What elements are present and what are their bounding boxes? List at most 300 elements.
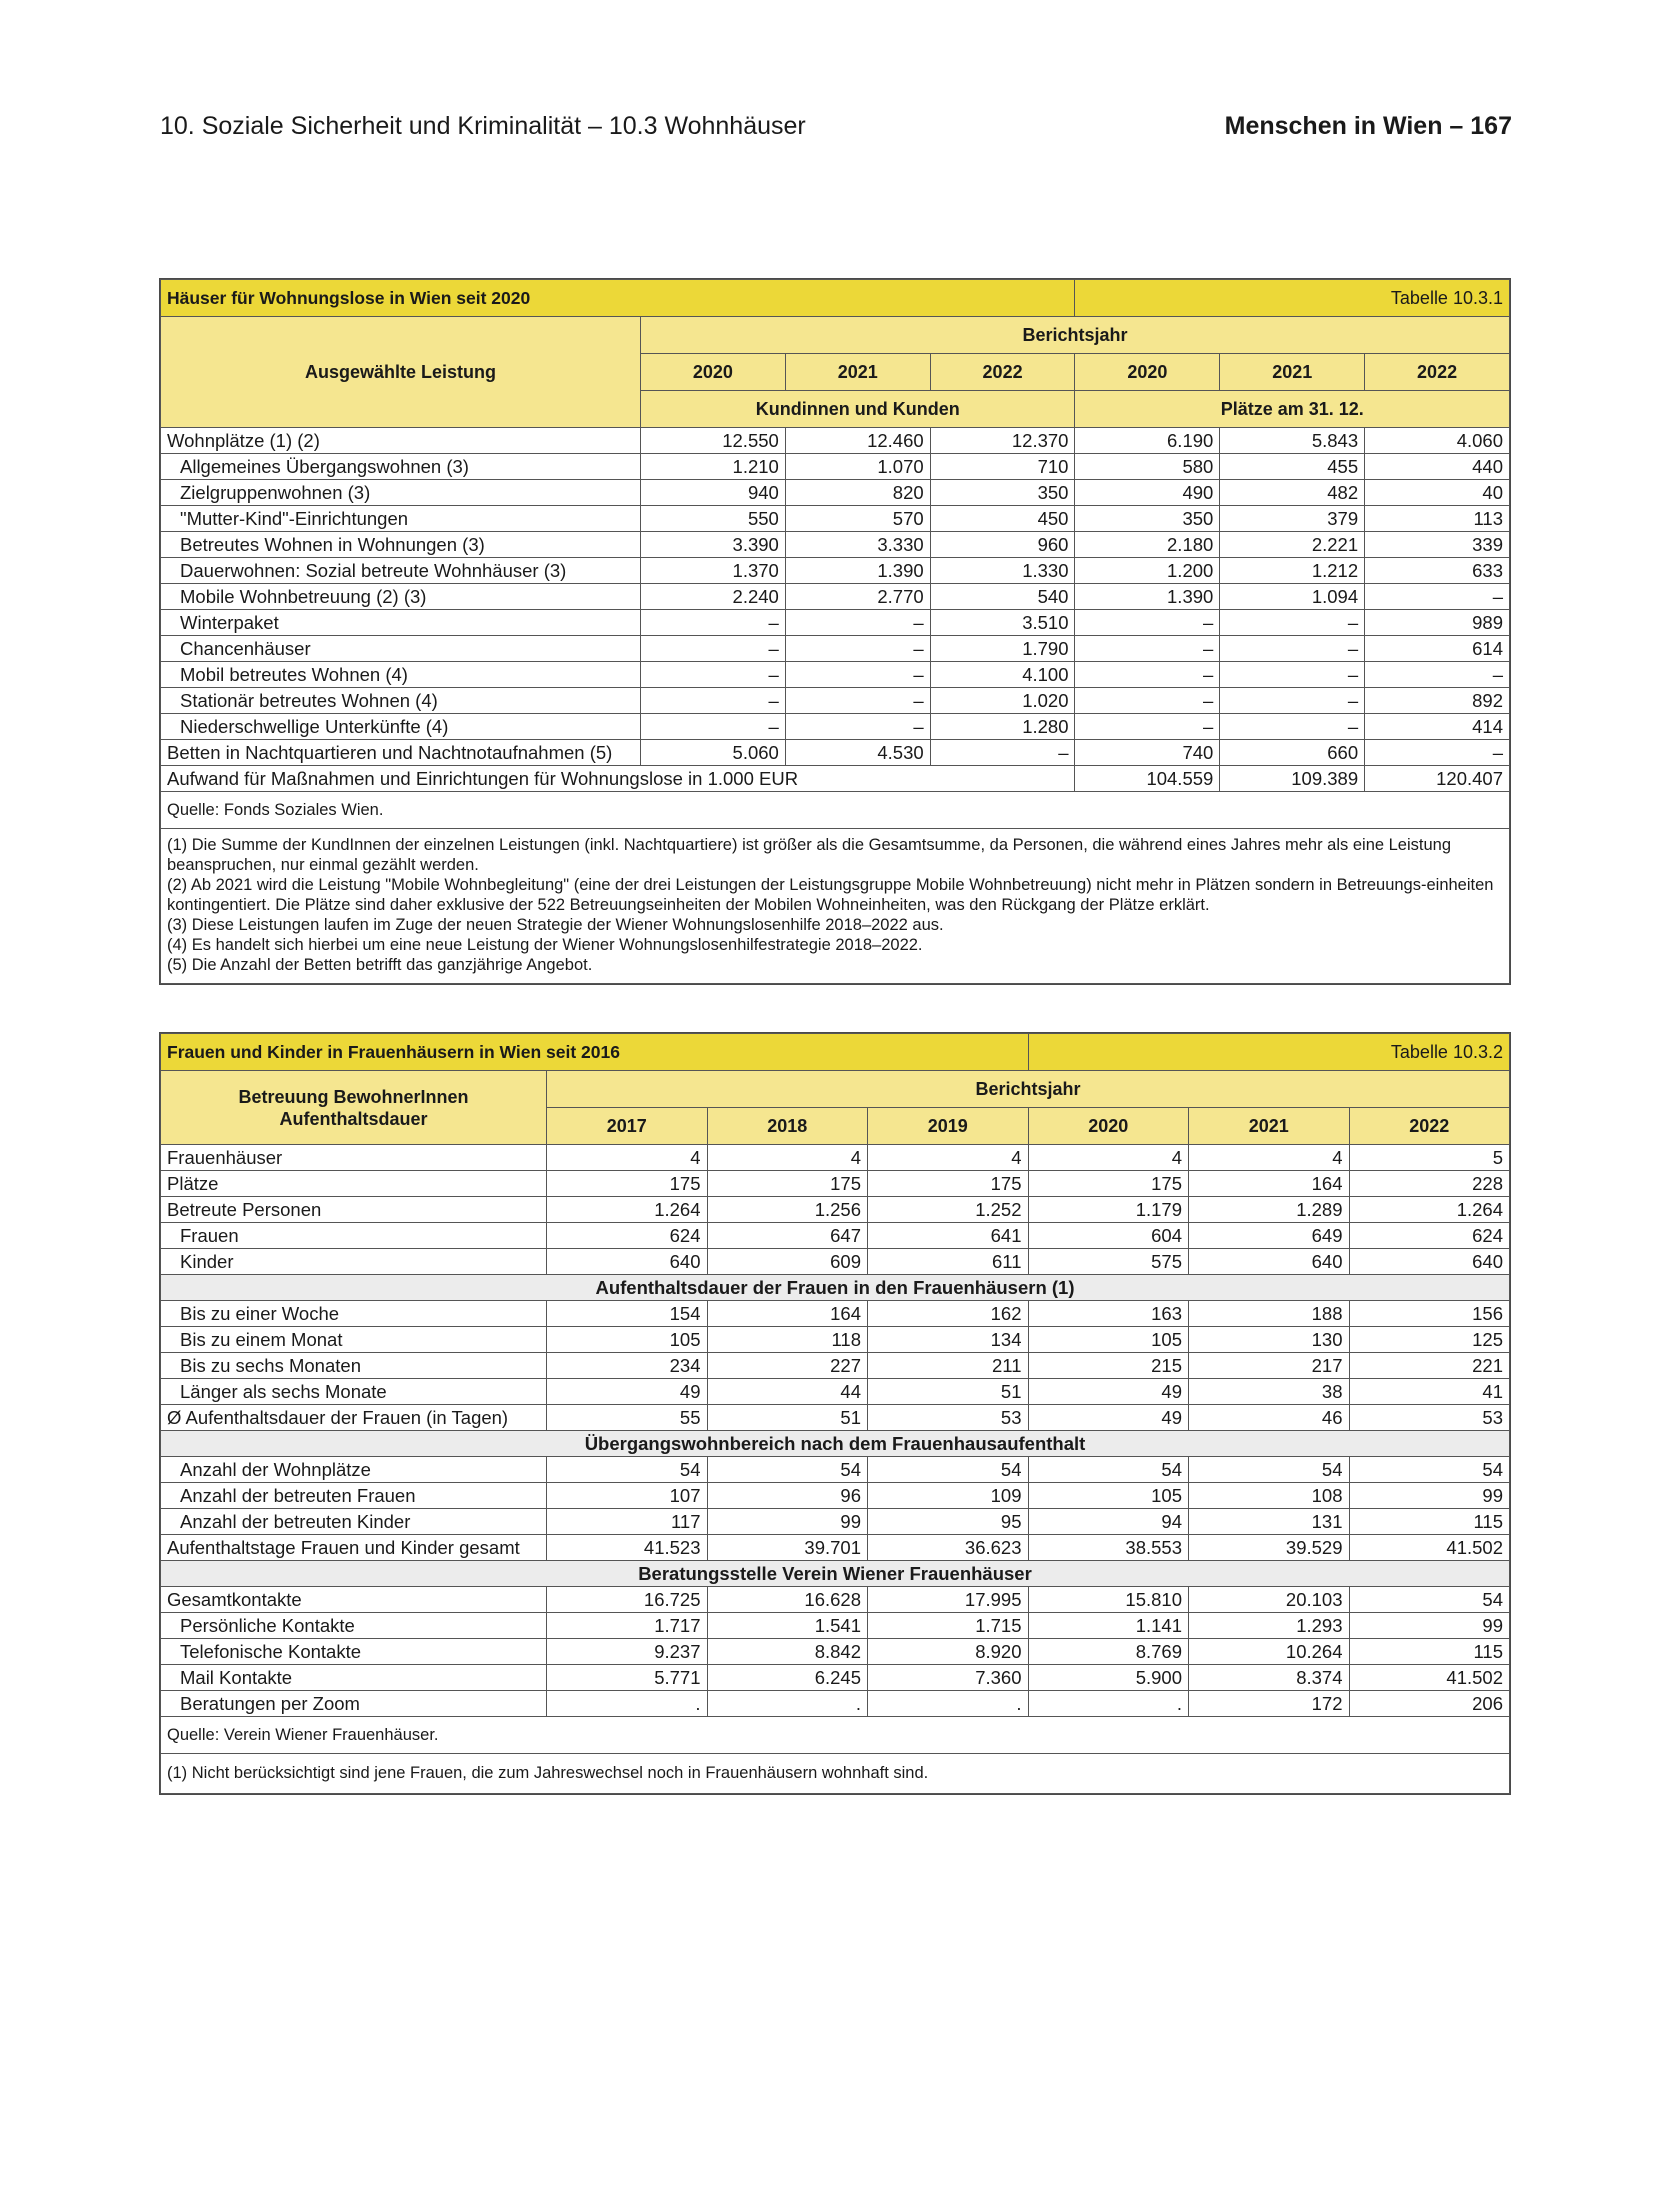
row-label: Winterpaket [161,610,641,636]
running-header-section: 10. Soziale Sicherheit und Kriminalität – 10.3 Wohnhäuser [160,112,806,140]
row-label: "Mutter-Kind"-Einrichtungen [161,506,641,532]
cell-value: 580 [1075,454,1220,480]
cell-value: 4.530 [785,740,930,766]
cell-value: 339 [1365,532,1510,558]
table-row [161,1405,1510,1431]
cell-value: 54 [868,1457,1029,1483]
year-header: 2020 [1028,1108,1189,1145]
stub-header-line1: Betreuung BewohnerInnen [238,1086,469,1107]
cell-value: 490 [1075,480,1220,506]
cell-value: 1.179 [1028,1197,1189,1223]
cell-value: 108 [1189,1483,1350,1509]
cell-value: 54 [1028,1457,1189,1483]
table-row [161,740,1510,766]
row-label: Aufwand für Maßnahmen und Einrichtungen für Wohnungslose in 1.000 EUR [161,766,1075,792]
row-label: Mobil betreutes Wohnen (4) [161,662,641,688]
cell-value: 109.389 [1220,766,1365,792]
cell-value: 154 [547,1301,708,1327]
cell-value: – [785,714,930,740]
cell-value: – [641,714,786,740]
cell-value: 1.020 [930,688,1075,714]
cell-value: 2.240 [641,584,786,610]
row-label: Anzahl der betreuten Frauen [161,1483,547,1509]
cell-value: 175 [868,1171,1029,1197]
cell-value: 156 [1349,1301,1510,1327]
cell-value: 570 [785,506,930,532]
table-row [161,1639,1510,1665]
cell-value: 7.360 [868,1665,1029,1691]
footnotes-row [161,1754,1510,1794]
cell-value: 41 [1349,1379,1510,1405]
footnote: (5) Die Anzahl der Betten betrifft das ganzjährige Angebot. [167,956,593,974]
cell-value: 99 [707,1509,868,1535]
cell-value: 41.502 [1349,1665,1510,1691]
cell-value: 39.701 [707,1535,868,1561]
row-label: Wohnplätze (1) (2) [161,428,641,454]
cell-value: 206 [1349,1691,1510,1717]
table-title: Frauen und Kinder in Frauenhäusern in Wien seit 2016 [161,1034,1029,1071]
cell-value: 649 [1189,1223,1350,1249]
table-frauenhaeuser [160,1033,1510,1794]
cell-value: – [641,610,786,636]
table-row [161,1509,1510,1535]
cell-value: 99 [1349,1483,1510,1509]
year-header: 2022 [1349,1108,1510,1145]
cell-value: 46 [1189,1405,1350,1431]
cell-value: 16.628 [707,1587,868,1613]
section-title: Beratungsstelle Verein Wiener Frauenhäuser [161,1561,1510,1587]
cell-value: 633 [1365,558,1510,584]
cell-value: 4 [707,1145,868,1171]
section-header-row [161,1431,1510,1457]
cell-value: 8.920 [868,1639,1029,1665]
table-row [161,688,1510,714]
cell-value: 3.330 [785,532,930,558]
cell-value: 575 [1028,1249,1189,1275]
source-row [161,792,1510,829]
cell-value: 414 [1365,714,1510,740]
cell-value: 614 [1365,636,1510,662]
cell-value: 118 [707,1327,868,1353]
cell-value: – [641,688,786,714]
section-header-row [161,1561,1510,1587]
cell-value: – [1220,662,1365,688]
table-row [161,1535,1510,1561]
cell-value: 1.541 [707,1613,868,1639]
table-row [161,454,1510,480]
row-label: Aufenthaltstage Frauen und Kinder gesamt [161,1535,547,1561]
section-title: Aufenthaltsdauer der Frauen in den Frauenhäusern (1) [161,1275,1510,1301]
year-header: 2021 [785,354,930,391]
section-title: Übergangswohnbereich nach dem Frauenhausaufenthalt [161,1431,1510,1457]
cell-value: . [868,1691,1029,1717]
cell-value: 640 [1189,1249,1350,1275]
cell-value: 540 [930,584,1075,610]
cell-value: 960 [930,532,1075,558]
cell-value: 3.510 [930,610,1075,636]
table-row [161,1249,1510,1275]
cell-value: 8.769 [1028,1639,1189,1665]
cell-value: 164 [707,1301,868,1327]
cell-value: 94 [1028,1509,1189,1535]
cell-value: – [641,662,786,688]
row-label: Bis zu einem Monat [161,1327,547,1353]
row-label: Frauen [161,1223,547,1249]
cell-value: 221 [1349,1353,1510,1379]
cell-value: 482 [1220,480,1365,506]
table-row [161,1301,1510,1327]
cell-value: 1.390 [785,558,930,584]
cell-value: 8.842 [707,1639,868,1665]
table-row [161,558,1510,584]
table-row [161,1353,1510,1379]
cell-value: 54 [547,1457,708,1483]
group-header: Berichtsjahr [641,317,1510,354]
cell-value: 115 [1349,1639,1510,1665]
cell-value: 115 [1349,1509,1510,1535]
cell-value: 234 [547,1353,708,1379]
cell-value: 54 [1189,1457,1350,1483]
cell-value: 892 [1365,688,1510,714]
cell-value: 49 [547,1379,708,1405]
expense-row [161,766,1510,792]
cell-value: 4 [1028,1145,1189,1171]
cell-value: 624 [1349,1223,1510,1249]
year-header: 2020 [1075,354,1220,391]
cell-value: 130 [1189,1327,1350,1353]
table-row [161,584,1510,610]
table-row [161,636,1510,662]
stub-header: Ausgewählte Leistung [161,317,641,428]
footnote: (4) Es handelt sich hierbei um eine neue Leistung der Wiener Wohnungslosenhilfestrategie 2018–2022. [167,936,923,954]
cell-value: 38 [1189,1379,1350,1405]
cell-value: . [547,1691,708,1717]
row-label: Beratungen per Zoom [161,1691,547,1717]
cell-value: 15.810 [1028,1587,1189,1613]
year-header: 2021 [1220,354,1365,391]
cell-value: – [1220,636,1365,662]
cell-value: 641 [868,1223,1029,1249]
stub-header-line2: Aufenthaltsdauer [279,1108,428,1129]
cell-value: 5.900 [1028,1665,1189,1691]
cell-value: – [1075,662,1220,688]
cell-value: 175 [1028,1171,1189,1197]
cell-value: 217 [1189,1353,1350,1379]
cell-value: 647 [707,1223,868,1249]
cell-value: 1.256 [707,1197,868,1223]
cell-value: . [707,1691,868,1717]
row-label: Kinder [161,1249,547,1275]
cell-value: 940 [641,480,786,506]
header-row-group [161,317,1510,354]
cell-value: 1.717 [547,1613,708,1639]
stub-header [161,1071,547,1145]
table-wohnungslose [160,279,1510,984]
cell-value: 104.559 [1075,766,1220,792]
cell-value: – [1365,584,1510,610]
table-10-3-1 [159,278,1511,985]
cell-value: 1.293 [1189,1613,1350,1639]
cell-value: 609 [707,1249,868,1275]
cell-value: 44 [707,1379,868,1405]
cell-value: 4 [547,1145,708,1171]
footnotes-row [161,829,1510,984]
row-label: Länger als sechs Monate [161,1379,547,1405]
row-label: Persönliche Kontakte [161,1613,547,1639]
row-label: Bis zu einer Woche [161,1301,547,1327]
cell-value: – [1075,688,1220,714]
cell-value: 12.550 [641,428,786,454]
cell-value: – [1220,610,1365,636]
table-row [161,1223,1510,1249]
cell-value: 49 [1028,1379,1189,1405]
subheader-plaetze: Plätze am 31. 12. [1075,391,1510,428]
cell-value: 660 [1220,740,1365,766]
cell-value: 17.995 [868,1587,1029,1613]
footnote: (1) Nicht berücksichtigt sind jene Frauen, die zum Jahreswechsel noch in Frauenhäusern wohnhaft sind. [167,1763,929,1782]
table-ref: Tabelle 10.3.2 [1028,1034,1510,1071]
cell-value: – [785,636,930,662]
cell-value: 611 [868,1249,1029,1275]
cell-value: 51 [868,1379,1029,1405]
cell-value: 54 [1349,1587,1510,1613]
cell-value: – [785,688,930,714]
table-row [161,1691,1510,1717]
row-label: Anzahl der Wohnplätze [161,1457,547,1483]
cell-value: 379 [1220,506,1365,532]
year-header: 2021 [1189,1108,1350,1145]
group-header: Berichtsjahr [547,1071,1510,1108]
cell-value: 175 [707,1171,868,1197]
cell-value: 1.200 [1075,558,1220,584]
source-row [161,1717,1510,1754]
cell-value: 1.141 [1028,1613,1189,1639]
cell-value: – [1075,636,1220,662]
table-row [161,428,1510,454]
cell-value: 6.190 [1075,428,1220,454]
cell-value: 1.094 [1220,584,1365,610]
cell-value: 2.221 [1220,532,1365,558]
running-header-page: Menschen in Wien – 167 [1224,112,1512,140]
table-row [161,1171,1510,1197]
table-row [161,1379,1510,1405]
cell-value: 117 [547,1509,708,1535]
cell-value: 53 [1349,1405,1510,1431]
row-label: Betreutes Wohnen in Wohnungen (3) [161,532,641,558]
cell-value: 1.330 [930,558,1075,584]
row-label: Gesamtkontakte [161,1587,547,1613]
cell-value: – [1220,714,1365,740]
cell-value: 640 [547,1249,708,1275]
row-label: Niederschwellige Unterkünfte (4) [161,714,641,740]
cell-value: 55 [547,1405,708,1431]
cell-value: 989 [1365,610,1510,636]
cell-value: 227 [707,1353,868,1379]
cell-value: 1.252 [868,1197,1029,1223]
cell-value: 96 [707,1483,868,1509]
cell-value: 54 [1349,1457,1510,1483]
subheader-kunden: Kundinnen und Kunden [641,391,1075,428]
cell-value: 5.060 [641,740,786,766]
cell-value: 5.771 [547,1665,708,1691]
cell-value: 113 [1365,506,1510,532]
cell-value: 4 [1189,1145,1350,1171]
row-label: Mail Kontakte [161,1665,547,1691]
cell-value: 211 [868,1353,1029,1379]
footnote: (1) Die Summe der KundInnen der einzelnen Leistungen (inkl. Nachtquartiere) ist größer als die Gesamtsumme, da Personen, die während eines Jahres mehr als eine Leistung beanspruchen, nur einmal gezählt werden. [167,836,1452,874]
cell-value: 440 [1365,454,1510,480]
cell-value: – [1220,688,1365,714]
cell-value: 105 [1028,1483,1189,1509]
row-label: Ø Aufenthaltsdauer der Frauen (in Tagen) [161,1405,547,1431]
cell-value: 36.623 [868,1535,1029,1561]
cell-value: 2.770 [785,584,930,610]
table-row [161,480,1510,506]
cell-value: 54 [707,1457,868,1483]
year-header: 2022 [1365,354,1510,391]
cell-value: 38.553 [1028,1535,1189,1561]
cell-value: – [1365,662,1510,688]
row-label: Frauenhäuser [161,1145,547,1171]
cell-value: 10.264 [1189,1639,1350,1665]
cell-value: 1.210 [641,454,786,480]
cell-value: 1.370 [641,558,786,584]
header-row-group [161,1071,1510,1108]
cell-value: 710 [930,454,1075,480]
cell-value: 8.374 [1189,1665,1350,1691]
table-row [161,1665,1510,1691]
cell-value: 164 [1189,1171,1350,1197]
cell-value: – [641,636,786,662]
cell-value: 1.212 [1220,558,1365,584]
footnotes [161,1754,1510,1794]
table-row [161,610,1510,636]
row-label: Zielgruppenwohnen (3) [161,480,641,506]
cell-value: 5.843 [1220,428,1365,454]
cell-value: 41.523 [547,1535,708,1561]
cell-value: 1.390 [1075,584,1220,610]
cell-value: – [1075,714,1220,740]
row-label: Dauerwohnen: Sozial betreute Wohnhäuser (3) [161,558,641,584]
row-label: Anzahl der betreuten Kinder [161,1509,547,1535]
table-row [161,1613,1510,1639]
table-row [161,1197,1510,1223]
cell-value: 99 [1349,1613,1510,1639]
cell-value: 215 [1028,1353,1189,1379]
cell-value: 1.264 [1349,1197,1510,1223]
row-label: Mobile Wohnbetreuung (2) (3) [161,584,641,610]
table-row [161,1145,1510,1171]
cell-value: 163 [1028,1301,1189,1327]
footnotes [161,829,1510,984]
cell-value: 640 [1349,1249,1510,1275]
cell-value: 49 [1028,1405,1189,1431]
cell-value: 4 [868,1145,1029,1171]
section-header-row [161,1275,1510,1301]
row-label: Bis zu sechs Monaten [161,1353,547,1379]
cell-value: 12.460 [785,428,930,454]
cell-value: 624 [547,1223,708,1249]
cell-value: 162 [868,1301,1029,1327]
cell-value: 740 [1075,740,1220,766]
cell-value: 5 [1349,1145,1510,1171]
row-label: Betreute Personen [161,1197,547,1223]
cell-value: 1.715 [868,1613,1029,1639]
table-row [161,1483,1510,1509]
cell-value: 350 [1075,506,1220,532]
cell-value: 41.502 [1349,1535,1510,1561]
year-header: 2017 [547,1108,708,1145]
source-text: Quelle: Verein Wiener Frauenhäuser. [161,1717,1510,1754]
footnote: (3) Diese Leistungen laufen im Zuge der neuen Strategie der Wiener Wohnungslosenhilfe 2018–2022 aus. [167,916,944,934]
table-ref: Tabelle 10.3.1 [1075,280,1510,317]
cell-value: 2.180 [1075,532,1220,558]
cell-value: 6.245 [707,1665,868,1691]
cell-value: 51 [707,1405,868,1431]
cell-value: 40 [1365,480,1510,506]
year-header: 2022 [930,354,1075,391]
cell-value: 4.100 [930,662,1075,688]
cell-value: 131 [1189,1509,1350,1535]
cell-value: 1.790 [930,636,1075,662]
cell-value: 1.280 [930,714,1075,740]
row-label: Chancenhäuser [161,636,641,662]
table-row [161,1587,1510,1613]
table-row [161,506,1510,532]
row-label: Telefonische Kontakte [161,1639,547,1665]
cell-value: 16.725 [547,1587,708,1613]
cell-value: 109 [868,1483,1029,1509]
cell-value: 820 [785,480,930,506]
cell-value: 188 [1189,1301,1350,1327]
year-header: 2020 [641,354,786,391]
cell-value: . [1028,1691,1189,1717]
cell-value: 4.060 [1365,428,1510,454]
cell-value: 550 [641,506,786,532]
cell-value: – [785,610,930,636]
cell-value: 107 [547,1483,708,1509]
cell-value: 175 [547,1171,708,1197]
cell-value: 172 [1189,1691,1350,1717]
cell-value: 1.070 [785,454,930,480]
cell-value: 105 [547,1327,708,1353]
cell-value: 120.407 [1365,766,1510,792]
cell-value: 9.237 [547,1639,708,1665]
table-row [161,1327,1510,1353]
table-title-row [161,280,1510,317]
row-label: Plätze [161,1171,547,1197]
cell-value: 20.103 [1189,1587,1350,1613]
table-row [161,532,1510,558]
table-10-3-2 [159,1032,1511,1795]
cell-value: 95 [868,1509,1029,1535]
table-row [161,662,1510,688]
year-header: 2019 [868,1108,1029,1145]
cell-value: – [930,740,1075,766]
source-text: Quelle: Fonds Soziales Wien. [161,792,1510,829]
cell-value: 1.264 [547,1197,708,1223]
cell-value: 53 [868,1405,1029,1431]
year-header: 2018 [707,1108,868,1145]
cell-value: – [1075,610,1220,636]
cell-value: – [1365,740,1510,766]
cell-value: 125 [1349,1327,1510,1353]
cell-value: 3.390 [641,532,786,558]
cell-value: 39.529 [1189,1535,1350,1561]
cell-value: – [785,662,930,688]
cell-value: 12.370 [930,428,1075,454]
cell-value: 604 [1028,1223,1189,1249]
